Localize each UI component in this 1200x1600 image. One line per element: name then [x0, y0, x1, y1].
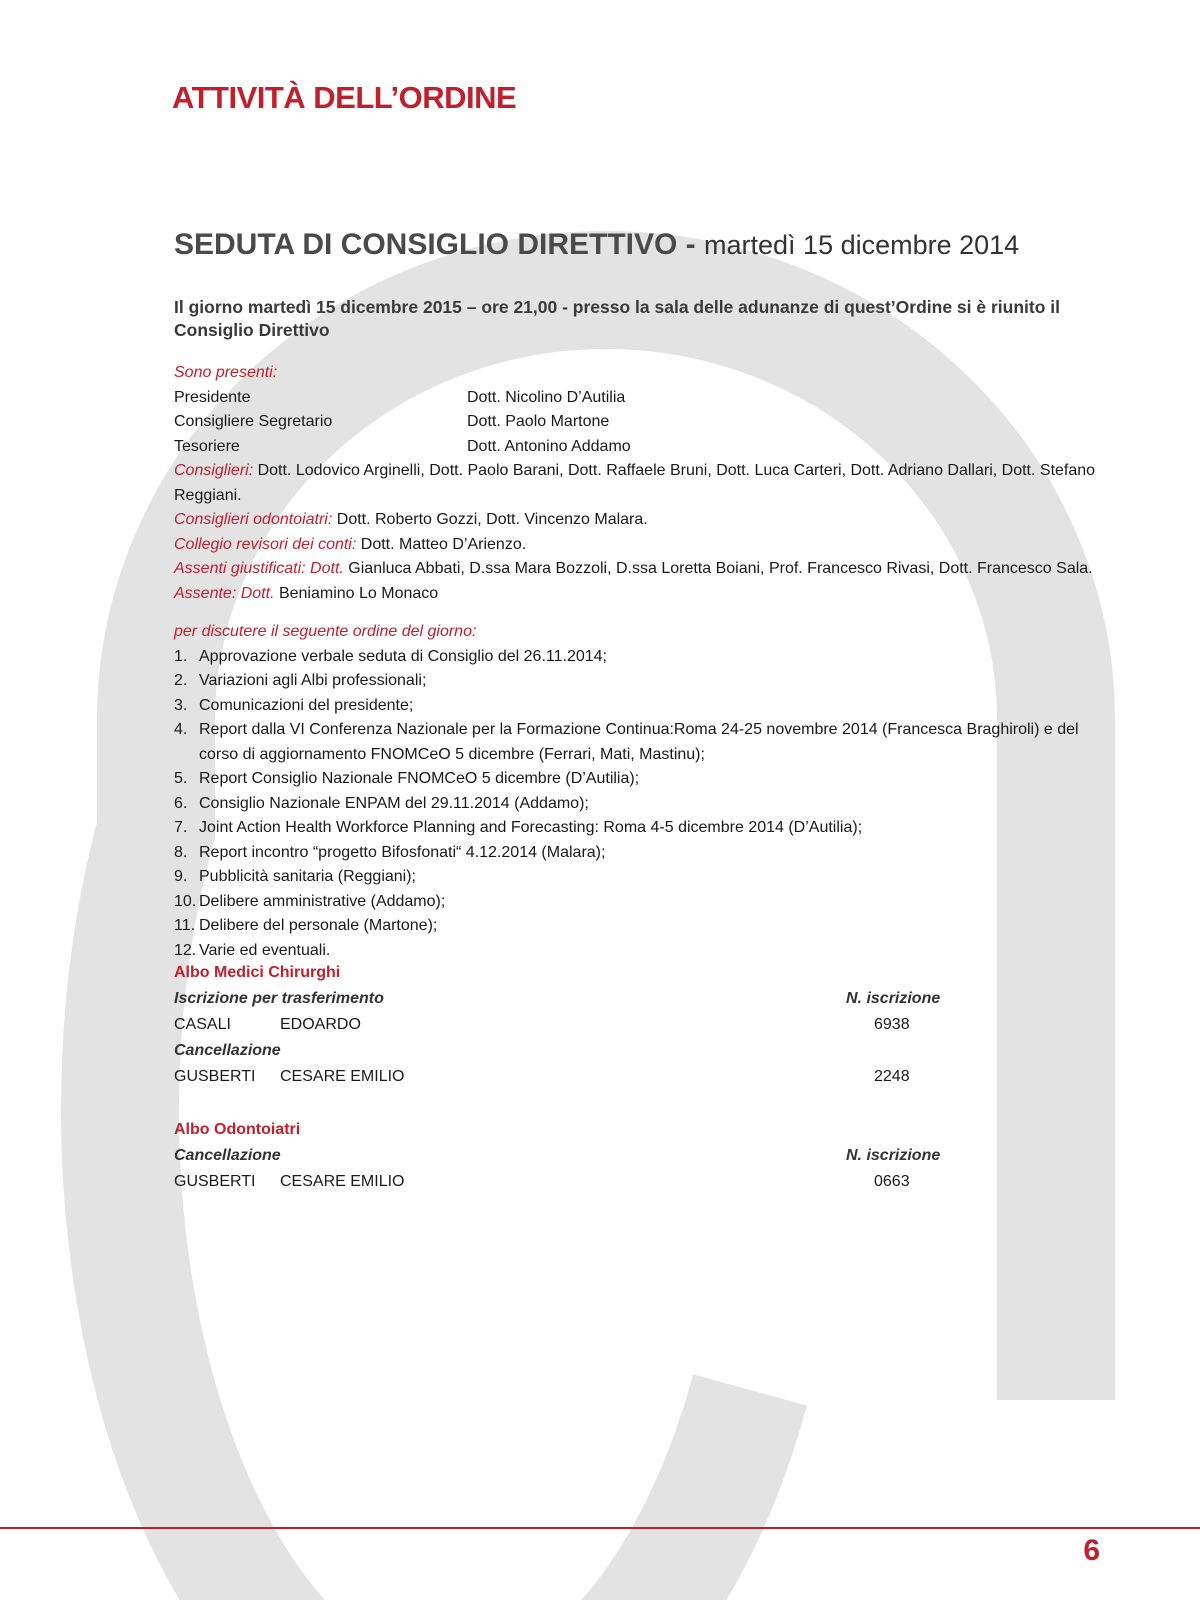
group-text: Gianluca Abbati, D.ssa Mara Bozzoli, D.ssa Loretta Boiani, Prof. Francesco Rivasi, Dott. Francesco Sala.	[343, 560, 1093, 577]
agenda-item	[174, 914, 1114, 939]
agenda-item-text: Joint Action Health Workforce Planning and Forecasting: Roma 4-5 dicembre 2014 (D’Autilia);	[199, 819, 863, 836]
agenda-item-text: Approvazione verbale seduta di Consiglio del 26.11.2014;	[199, 647, 607, 665]
agenda-item-number: 7.	[174, 819, 188, 836]
member-firstname: CESARE EMILIO	[280, 1173, 405, 1190]
group-text: Dott. Lodovico Arginelli, Dott. Paolo Barani, Dott. Raffaele Bruni, Dott. Luca Carteri, Dott. Adriano Dallari, Dott. Stefano Reggiani.	[174, 462, 1096, 504]
attendance-role-row	[174, 386, 1114, 411]
agenda-item-number: 6.	[174, 794, 188, 812]
agenda-item-number: 12.	[174, 941, 197, 959]
group-label: Consiglieri odontoiatri:	[174, 511, 333, 528]
role-label: Tesoriere	[174, 437, 240, 455]
role-person: Dott. Paolo Martone	[467, 413, 610, 430]
main-title	[174, 228, 1019, 262]
albo-medici-heading: Albo Medici Chirurghi	[174, 964, 341, 981]
agenda-item-text: Report dalla VI Conferenza Nazionale per la Formazione Continua:Roma 24-25 novembre 2014 (Francesca Braghiroli) e del corso di aggiornamento FNOMCeO 5 dicembre (Ferrari, Mati, Mastinu);	[199, 721, 1079, 763]
agenda-list	[174, 645, 1114, 964]
member-number: 2248	[874, 1068, 910, 1085]
agenda-item-number: 1.	[174, 647, 188, 665]
cancellazione-heading: Cancellazione	[174, 1042, 281, 1059]
attendance-role-row	[174, 410, 1114, 435]
group-text: Dott. Matteo D’Arienzo.	[356, 535, 527, 553]
n-iscrizione-heading: N. iscrizione	[846, 1147, 941, 1164]
agenda-item-number: 2.	[174, 672, 188, 689]
attendance-group	[174, 508, 1114, 533]
member-number: 0663	[874, 1173, 910, 1190]
attendance-group	[174, 582, 1114, 607]
member-firstname: CESARE EMILIO	[280, 1068, 405, 1085]
cancellazione-heading: Cancellazione	[174, 1147, 281, 1164]
minutes-body	[174, 361, 1114, 963]
n-iscrizione-heading: N. iscrizione	[846, 990, 941, 1007]
main-title-date: martedì 15 dicembre 2014	[704, 230, 1020, 260]
agenda-item-number: 10.	[174, 892, 197, 910]
agenda-item-text: Varie ed eventuali.	[199, 941, 331, 959]
member-firstname: EDOARDO	[280, 1016, 361, 1033]
group-label: Assenti giustificati: Dott.	[174, 560, 344, 577]
main-title-text: SEDUTA DI CONSIGLIO DIRETTIVO -	[174, 228, 705, 261]
attendance-group	[174, 557, 1114, 582]
agenda-item-number: 11.	[174, 917, 196, 934]
footer-divider	[0, 1527, 1200, 1529]
group-label: Consiglieri:	[174, 462, 254, 479]
agenda-item-text: Comunicazioni del presidente;	[199, 696, 414, 714]
attendance-group	[174, 459, 1114, 508]
group-text: Beniamino Lo Monaco	[274, 584, 439, 602]
agenda-item-text: Delibere del personale (Martone);	[199, 917, 438, 934]
group-text: Dott. Roberto Gozzi, Dott. Vincenzo Malara.	[332, 511, 648, 528]
agenda-item	[174, 645, 1114, 670]
agenda-item-text: Consiglio Nazionale ENPAM del 29.11.2014 (Addamo);	[199, 794, 589, 812]
agenda-item	[174, 767, 1114, 792]
section-title: ATTIVITÀ DELL’ORDINE	[172, 80, 517, 115]
agenda-item	[174, 792, 1114, 817]
agenda-item	[174, 816, 1114, 841]
agenda-item-number: 5.	[174, 770, 188, 787]
group-label: Assente: Dott.	[174, 584, 275, 602]
member-surname: CASALI	[174, 1016, 231, 1033]
agenda-item	[174, 841, 1114, 866]
agenda-item-number: 8.	[174, 843, 188, 861]
attendance-role-row	[174, 435, 1114, 460]
agenda-item-text: Delibere amministrative (Addamo);	[199, 892, 446, 910]
role-label: Presidente	[174, 388, 251, 406]
intro-paragraph: Il giorno martedì 15 dicembre 2015 – ore 21,00 - presso la sala delle adunanze di quest’Ordine si è riunito il Consiglio Direttivo	[174, 297, 1060, 340]
agenda-item-number: 4.	[174, 721, 188, 738]
agenda-item	[174, 694, 1114, 719]
agenda-item-number: 9.	[174, 868, 188, 885]
member-surname: GUSBERTI	[174, 1068, 256, 1085]
agenda-item-number: 3.	[174, 696, 188, 714]
group-label: Collegio revisori dei conti:	[174, 535, 357, 553]
member-number: 6938	[874, 1016, 910, 1033]
role-person: Dott. Antonino Addamo	[467, 437, 631, 455]
iscrizione-heading: Iscrizione per trasferimento	[174, 990, 384, 1007]
agenda-item	[174, 865, 1114, 890]
member-surname: GUSBERTI	[174, 1173, 256, 1190]
agenda-item-text: Pubblicità sanitaria (Reggiani);	[199, 868, 416, 885]
agenda-item-text: Report Consiglio Nazionale FNOMCeO 5 dicembre (D’Autilia);	[199, 770, 640, 787]
agenda-item	[174, 669, 1114, 694]
agenda-item-text: Report incontro “progetto Bifosfonati“ 4.12.2014 (Malara);	[199, 843, 606, 861]
agenda-item	[174, 939, 1114, 964]
attendance-group	[174, 533, 1114, 558]
agenda-item-text: Variazioni agli Albi professionali;	[199, 672, 427, 689]
albo-odontoiatri-heading: Albo Odontoiatri	[174, 1121, 301, 1138]
role-person: Dott. Nicolino D’Autilia	[467, 388, 626, 406]
attendance-heading: Sono presenti:	[174, 364, 278, 381]
role-label: Consigliere Segretario	[174, 413, 333, 430]
page-number: 6	[1083, 1534, 1100, 1567]
agenda-heading: per discutere il seguente ordine del giorno:	[174, 623, 477, 640]
agenda-item	[174, 890, 1114, 915]
agenda-item	[174, 718, 1114, 767]
